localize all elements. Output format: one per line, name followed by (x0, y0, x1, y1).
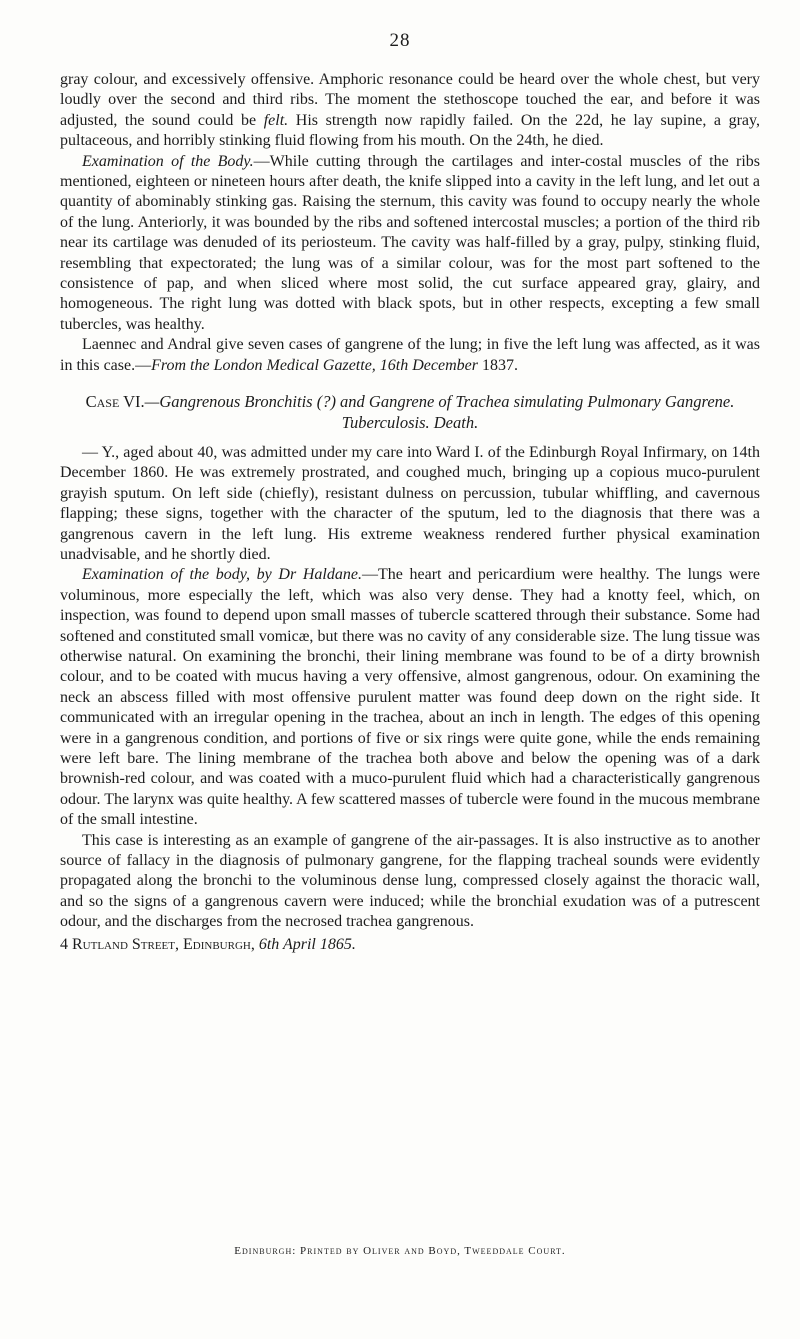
p3-text: Laennec and Andral give seven cases of gangrene of the lung; in five the left lung was affected, as it was in this case.— (60, 336, 760, 374)
case-title: —Gangrenous Bronchitis (?) and Gangrene of Trachea simulating Pulmonary Gangrene. Tuberculosis. Death. (144, 392, 735, 432)
p5-heading: Examination of the body, by Dr Haldane. (82, 566, 362, 584)
p2-heading: Examination of the Body. (82, 152, 254, 170)
paragraph-case-vi-history (60, 443, 760, 565)
page-number: 28 (389, 30, 411, 51)
p1-emphasis: felt. (263, 111, 289, 129)
body-text (60, 70, 760, 955)
p1-text: gray colour, and excessively offensive. Amphoric resonance could be heard over the whole chest, but very loudly over the second and third ribs. The moment the stethoscope touched the ear, and before it was adjusted, the sound could be (60, 71, 760, 129)
p4-text: — Y., aged about 40, was admitted under my care into Ward I. of the Edinburgh Royal Infirmary, on 14th December 1860. He was extremely prostrated, and coughed much, bringing up a copious muco-purulent grayish sputum. On left side (chiefly), resistant dulness on percussion, tubular whiffling, and cavernous flapping; these signs, together with the character of the sputum, led to the diagnosis that there was a gangrenous cavern in the left lung. His extreme weakness rendered further physical examination unadvisable, and he shortly died. (60, 443, 760, 563)
p5-text: —The heart and pericardium were healthy. The lungs were voluminous, more especially the left, which was also very dense. They had a knotty feel, which, on inspection, was found to depend upon small masses of tubercle scattered through their substance. Some had softened and constituted small vomicæ, but there was no cavity of any considerable size. The lung tissue was otherwise natural. On examining the bronchi, their lining membrane was found to be of a dirty brownish colour, and to be coated with mucus having a very offensive, almost gangrenous, odour. On examining the neck an abscess filled with most offensive purulent matter was found deep down on the right side. It communicated with an irregular opening in the trachea, about an inch in length. The edges of this opening were in a gangrenous condition, and portions of five or six rings were quite gone, while the ends remaining were left bare. The lining membrane of the trachea both above and below the opening was of a dark brownish-red colour, and was coated with a muco-purulent fluid which had a characteristically gangrenous odour. The larynx was quite healthy. A few scattered masses of tubercle were found in the mucous membrane of the small intestine. (60, 566, 760, 829)
signature-date: 6th April 1865. (258, 935, 356, 953)
p3-citation: From the London Medical Gazette, 16th December (151, 356, 478, 374)
p3-tail: 1837. (477, 356, 518, 374)
p6-text: This case is interesting as an example of gangrene of the air-passages. It is also instructive as to another source of fallacy in the diagnosis of pulmonary gangrene, for the flapping tracheal sounds were evidently propagated along the bronchi to the voluminous dense lung, compressed closely against the thoracic wall, and so the signs of a gangrenous cavern were induced; while the bronchial exudation was of a putrescent odour, and the discharges from the necrosed trachea gangrenous. (60, 831, 760, 931)
case-vi-heading (60, 392, 760, 433)
p2-text: —While cutting through the cartilages and inter-costal muscles of the ribs mentioned, eighteen or nineteen hours after death, the knife slipped into a cavity in the left lung, and let out a quantity of abominably stinking gas. Raising the sternum, this cavity was found to occupy nearly the whole of the lung. Anteriorly, it was bounded by the ribs and softened intercostal muscles; a portion of the third rib near its cartilage was denuded of its periosteum. The cavity was half-filled by a gray, pulpy, stinking fluid, resembling that expectorated; the lung was of a similar colour, was for the most part softened to the consistence of pap, and when sliced where most solid, the cut surface appeared gray, glairy, and homogeneous. The right lung was dotted with black spots, but in other respects, excepting a few small tubercles, was healthy. (60, 152, 760, 333)
p1-tail: His strength now rapidly failed. On the 22d, he lay supine, a gray, pultaceous, and horribly stinking fluid flowing from his mouth. On the 24th, he died. (60, 111, 760, 150)
paragraph-conclusion (60, 831, 760, 933)
case-label: Case VI. (85, 392, 145, 412)
signature-address: 4 Rutland Street, Edinburgh, (60, 935, 255, 953)
paragraph-laennec-andral (60, 335, 760, 376)
printer-imprint: Edinburgh: Printed by Oliver and Boyd, Tweeddale Court. (234, 1245, 566, 1257)
paragraph-examination-haldane (60, 565, 760, 830)
signature-line (60, 935, 760, 955)
paragraph-examination-of-body (60, 152, 760, 336)
paragraph-case-v-ending (60, 70, 760, 152)
